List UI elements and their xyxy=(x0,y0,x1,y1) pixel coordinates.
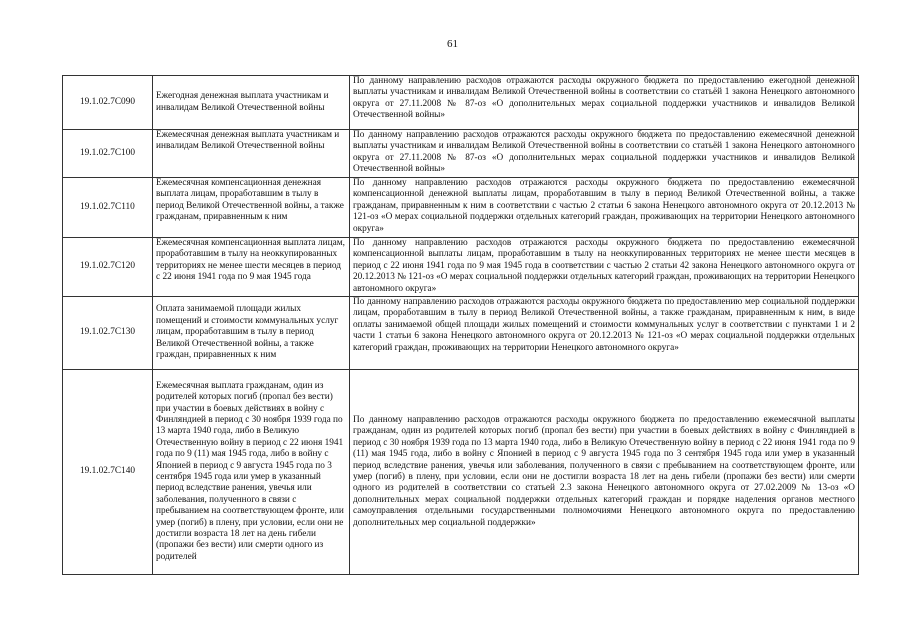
table-row xyxy=(63,130,859,178)
table-row xyxy=(63,178,859,238)
expense-code: 19.1.02.7С090 xyxy=(63,76,153,130)
expense-name: Ежемесячная денежная выплата участникам и инвалидам Великой Отечественной войны xyxy=(153,130,350,178)
expense-code: 19.1.02.7С120 xyxy=(63,238,153,297)
expense-description: По данному направлению расходов отражаются расходы окружного бюджета по предоставлению ежегодной денежной выплаты участникам и инвалидам Великой Отечественной войны в соответствии со статьёй 1 закона Ненецкого автономного округа от 27.11.2008 № 87-оз «О дополнительных мерах социальной поддержки участников и инвалидов Великой Отечественной войны» xyxy=(350,76,859,130)
expense-code: 19.1.02.7С100 xyxy=(63,130,153,178)
expense-code: 19.1.02.7С130 xyxy=(63,297,153,370)
expense-description: По данному направлению расходов отражаются расходы окружного бюджета по предоставлению ежемесячной выплаты гражданам, один из родителей которых погиб (пропал без вести) при участии в боевых действиях в войну с Финляндией в период с 30 ноября 1939 года по 13 марта 1940 года, либо в Великую Отечественную войну в период с 22 июня 1941 года по 9 (11) мая 1945 года, либо в войну с Японией в период с 9 августа 1945 года по 3 сентября 1945 года или умер в указанный период вследствие ранения, увечья или заболевания, полученного в связи с пребыванием на соответствующем фронте, или умер (погиб) в плену, при условии, если они не достигли возраста 18 лет на день гибели (пропажи без вести) или смерти одного из родителей в соответствии со статьей 2.3 закона Ненецкого автономного округа от 27.02.2009 № 13-оз «О дополнительных мерах социальной поддержки отдельных категорий граждан и порядке наделения органов местного самоуправления отдельными государственными полномочиями Ненецкого автономного округа по предоставлению дополнительных мер социальной поддержки» xyxy=(350,370,859,575)
expense-description: По данному направлению расходов отражаются расходы окружного бюджета по предоставлению ежемесячной компенсационной денежной выплаты лицам, проработавшим в тылу в период Великой Отечественной войны, а также гражданам, приравненным к ним в соответствии с частью 2 статьи 6 закона Ненецкого автономного округа от 20.12.2013 № 121-оз «О мерах социальной поддержки отдельных категорий граждан, проживающих на территории Ненецкого автономного округа» xyxy=(350,178,859,238)
table-row xyxy=(63,297,859,370)
expense-name: Ежемесячная выплата гражданам, один из родителей которых погиб (пропал без вести) при участии в боевых действиях в войну с Финляндией в период с 30 ноября 1939 года по 13 марта 1940 года, либо в Великую Отечественную войну в период с 22 июня 1941 года по 9 (11) мая 1945 года, либо в войну с Японией в период с 9 августа 1945 года по 3 сентября 1945 года или умер в указанный период вследствие ранения, увечья или заболевания, полученного в связи с пребыванием на соответствующем фронте, или умер (погиб) в плену, при условии, если они не достигли возраста 18 лет на день гибели (пропажи без вести) или смерти одного из родителей xyxy=(153,370,350,575)
table-row xyxy=(63,76,859,130)
expense-name: Оплата занимаемой площади жилых помещений и стоимости коммунальных услуг лицам, проработавшим в тылу в период Великой Отечественной войны, а также граждан, приравненных к ним xyxy=(153,297,350,370)
expense-name: Ежегодная денежная выплата участникам и инвалидам Великой Отечественной войны xyxy=(153,76,350,130)
page-number: 61 xyxy=(447,38,458,50)
expense-code: 19.1.02.7С140 xyxy=(63,370,153,575)
expense-classification-table xyxy=(62,75,859,575)
expense-description: По данному направлению расходов отражаются расходы окружного бюджета по предоставлению мер социальной поддержки лицам, проработавшим в тылу в период Великой Отечественной войны, а также гражданам, приравненным к ним, в виде оплаты занимаемой общей площади жилых помещений и стоимости коммунальных услуг в соответствии с пунктами 1 и 2 части 1 статьи 6 закона Ненецкого автономного округа от 20.12.2013 № 121-оз «О мерах социальной поддержки отдельных категорий граждан, проживающих на территории Ненецкого автономного округа» xyxy=(350,297,859,370)
expense-code: 19.1.02.7С110 xyxy=(63,178,153,238)
table-row xyxy=(63,238,859,297)
table-row xyxy=(63,370,859,575)
expense-name: Ежемесячная компенсационная денежная выплата лицам, проработавшим в тылу в период Великой Отечественной войны, а также гражданам, приравненным к ним xyxy=(153,178,350,238)
expense-name: Ежемесячная компенсационная выплата лицам, проработавшим в тылу на неоккупированных территориях не менее шести месяцев в период с 22 июня 1941 года по 9 мая 1945 года xyxy=(153,238,350,297)
expense-description: По данному направлению расходов отражаются расходы окружного бюджета по предоставлению ежемесячной компенсационной выплаты лицам, проработавшим в тылу на неоккупированных территориях не менее шести месяцев в период с 22 июня 1941 года по 9 мая 1945 года в соответствии с частью 2 статьи 42 закона Ненецкого автономного округа от 20.12.2013 № 121-оз «О мерах социальной поддержки отдельных категорий граждан, проживающих на территории Ненецкого автономного округа» xyxy=(350,238,859,297)
expense-description: По данному направлению расходов отражаются расходы окружного бюджета по предоставлению ежемесячной денежной выплаты участникам и инвалидам Великой Отечественной войны в соответствии со статьёй 1 закона Ненецкого автономного округа от 27.11.2008 № 87-оз «О дополнительных мерах социальной поддержки участников и инвалидов Великой Отечественной войны» xyxy=(350,130,859,178)
